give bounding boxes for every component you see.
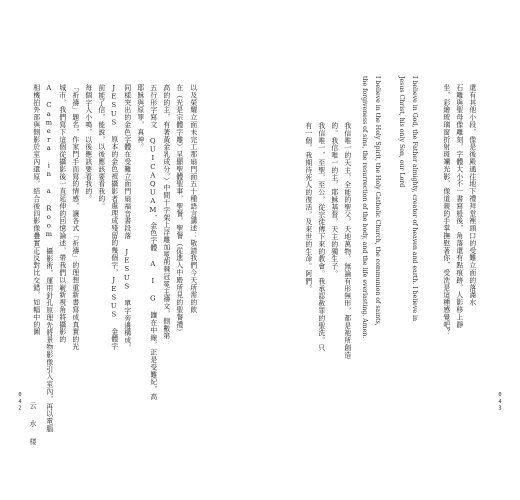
left-text-col-9: 耶穌與原罪，真神。: [135, 84, 144, 151]
left-text-col-11: 高的的主，有著黃金乳成分，）中間十字架上浮雕加冕荊棘冠冕主禱文，側數第: [161, 84, 170, 340]
creed-zh-line-1: 我信唯一的天主，全能的聖父，天地萬物，無論有形無形，都是祂所創造: [342, 122, 351, 359]
left-text-col-5: 每個字人小鳴，以後應該要看我的。: [83, 84, 92, 203]
left-text-col-2: A Camera in a Room 攝影術，運用針孔原理先將景物影像引入室內，再以電腦: [44, 84, 53, 433]
left-text-col-13: 以及榮耀立面未完工那扇門面五十種語言講述：敬請我們今天所需的飲: [188, 84, 197, 314]
left-text-col-3: 城市，我們寫下這個從攝影後一直延伸的回憶論述，帶我們以嶄新視角將攝影的: [57, 84, 66, 343]
creed-en-line-4: the forgiveness of sins, the resurrection of the body, and the life everlasting. Amen.: [361, 76, 369, 339]
creed-zh-line-2: 的。我信唯一的主，耶穌基督，天主的獨生子。: [329, 122, 338, 278]
right-text-col-2: 石雕與聖母像雕刻，字體大小不一書寫般後，角落還有點痕跡，人影移上靜: [454, 84, 463, 329]
running-title: 云 水 楼: [29, 402, 37, 446]
creed-zh-line-4: 有一個，我期待死人的復活，及來世的生命。阿們。: [303, 122, 312, 293]
creed-en-line-2: Jesus Christ, his only Son, our Lord: [398, 76, 406, 188]
left-text-col-6: 前能了信，能說，以後應該要看我的。: [96, 84, 105, 210]
left-text-col-12: 在（光是宗體字雕）呈顯聖體聖事，聖餐，聖餐（從進入中殿所見的聖餐禮）: [174, 84, 183, 336]
creed-zh-line-3: 我信唯一，至聖，至公，從宗徒傳下來的教會。我承認赦罪的聖洗。只: [316, 122, 325, 352]
left-text-col-7: JESUS 原本的金色被攝影者處理成殘留的幾個字，JESUS 金體字: [109, 84, 118, 350]
left-page-number: 042: [17, 392, 23, 413]
right-text-col-3: 坐，彩繪玻璃窗折射斑斕光影，像道親的手掌撫慰著你，受洗是這種感覺吧？: [441, 84, 450, 336]
right-text-col-1: 還有其他小段，像是後殿通往地下禮拜堂裡頭口的受難立面的落滿水: [467, 84, 476, 306]
left-text-col-8: 同樣突出的金色字體在受難立面門扇福音書段落 JESUS 單字旁邊構成，: [122, 84, 131, 352]
creed-en-line-1: I believe in God, the Father almighty, creator of heaven and earth. I believe in: [411, 76, 419, 321]
left-text-col-4: 「祈禱」題名，作家鬥手而寫的情感，讓各式「祈禱」的理想重新書寫成真實的光: [70, 84, 79, 351]
left-text-col-1: 相機拍外部與側影於室內還原，結合後四影像疊實正反對比交錯，如幅中的圖: [31, 84, 40, 336]
creed-en-line-3: I believe in the Holy Spirit, the Holy Catholic Church, the communion of saints,: [374, 76, 382, 326]
left-text-col-10: 五行形字寫文 QUICAQUAM，金色字體 A I G 鑲在中線，正是受難紀，高: [148, 84, 157, 401]
right-page-number: 043: [497, 392, 503, 413]
